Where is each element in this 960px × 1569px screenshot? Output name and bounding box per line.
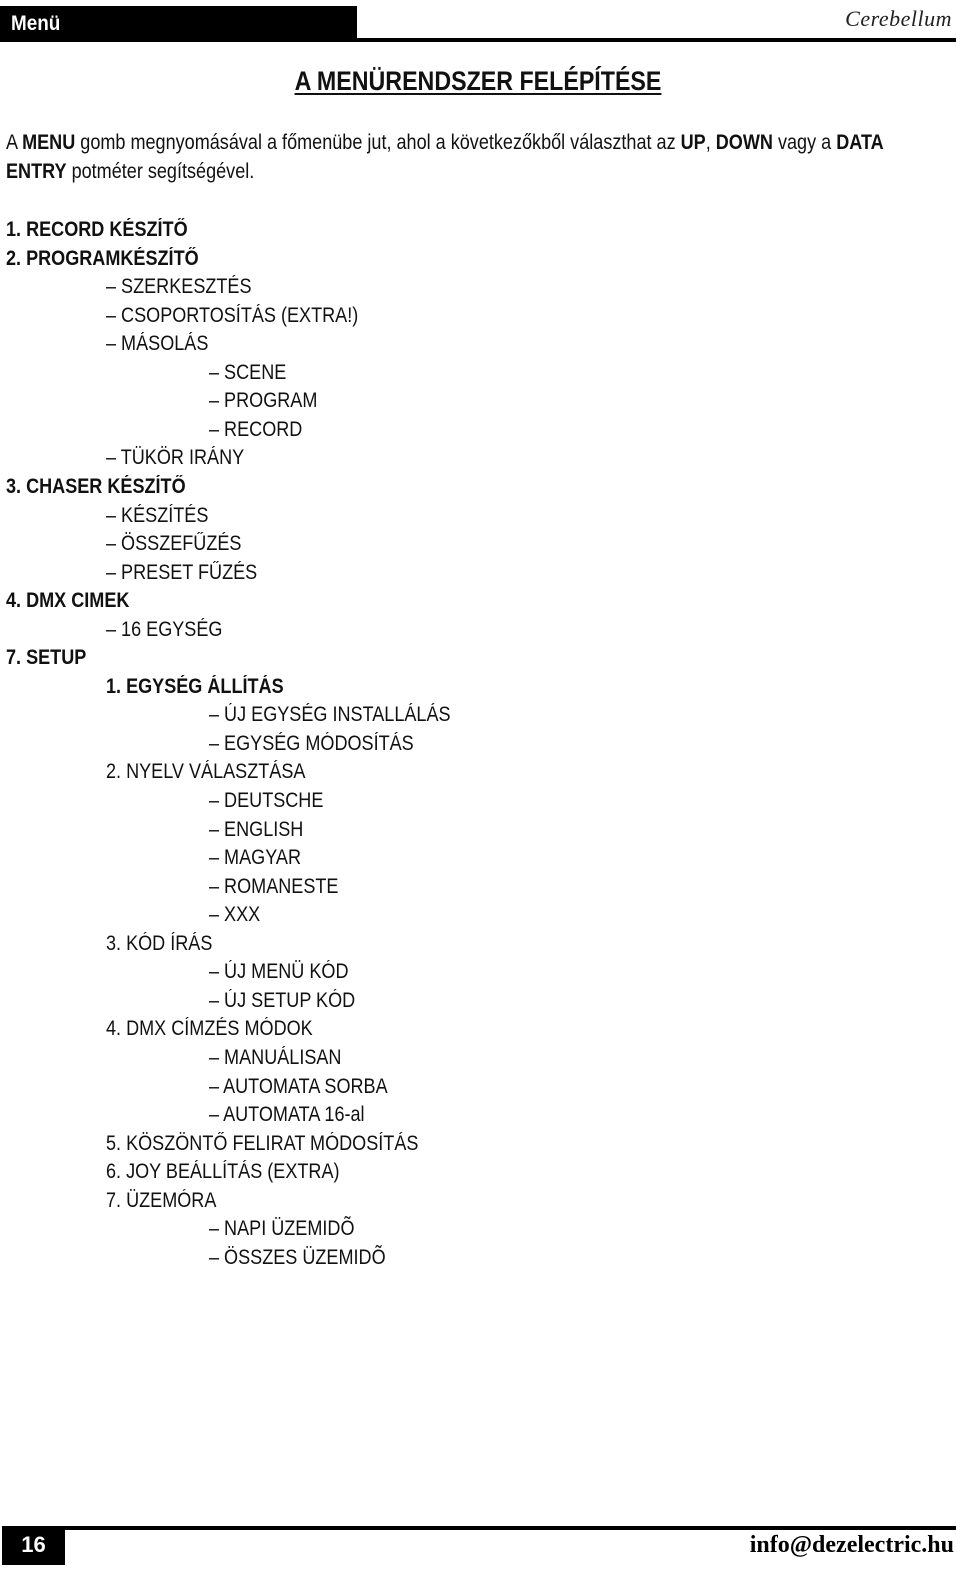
menu-item: 7. SETUP <box>6 646 87 670</box>
header-section-label: Menü <box>11 12 61 35</box>
menu-item: 4. DMX CÍMZÉS MÓDOK <box>106 1017 313 1041</box>
intro-key-up: UP <box>680 131 706 154</box>
menu-item: 4. DMX CIMEK <box>6 589 130 613</box>
intro-key-menu: MENU <box>22 131 76 154</box>
menu-item: – SZERKESZTÉS <box>106 275 252 299</box>
menu-item: – ÚJ SETUP KÓD <box>209 988 356 1012</box>
menu-item: – NAPI ÜZEMIDÕ <box>209 1217 355 1241</box>
menu-item: – 16 EGYSÉG <box>106 617 223 641</box>
menu-item: – TÜKÖR IRÁNY <box>106 446 245 470</box>
menu-item: – ÚJ MENÜ KÓD <box>209 960 349 984</box>
menu-item: 3. CHASER KÉSZÍTŐ <box>6 474 186 498</box>
menu-item: – ÖSSZES ÜZEMIDÕ <box>209 1245 386 1269</box>
menu-item: – ÚJ EGYSÉG INSTALLÁLÁS <box>209 703 451 727</box>
menu-item: 2. PROGRAMKÉSZÍTŐ <box>6 246 199 270</box>
footer-rule <box>65 1526 956 1530</box>
menu-item: – XXX <box>209 903 261 927</box>
menu-item: – AUTOMATA SORBA <box>209 1074 388 1098</box>
menu-item: 3. KÓD ÍRÁS <box>106 931 213 955</box>
menu-item: 1. RECORD KÉSZÍTŐ <box>6 218 188 241</box>
page-number-box <box>2 1526 65 1565</box>
menu-item: – ÖSSZEFŰZÉS <box>106 532 242 556</box>
menu-item: – PRESET FŰZÉS <box>106 560 258 584</box>
footer-email: info@dezelectric.hu <box>749 1532 954 1558</box>
intro-text: potméter segítségével. <box>66 160 255 183</box>
menu-item: 1. EGYSÉG ÁLLÍTÁS <box>106 674 284 698</box>
menu-item: 2. NYELV VÁLASZTÁSA <box>106 760 306 784</box>
menu-item: – PROGRAM <box>209 389 318 413</box>
intro-paragraph <box>6 128 943 186</box>
menu-item: – DEUTSCHE <box>209 789 324 812</box>
menu-item: – SCENE <box>209 360 287 384</box>
menu-item: – MAGYAR <box>209 846 301 870</box>
page-number: 16 <box>21 1532 46 1557</box>
page-title: A MENÜRENDSZER FELÉPÍTÉSE <box>294 66 662 96</box>
menu-item: – AUTOMATA 16-al <box>209 1103 365 1127</box>
menu-item: – MANUÁLISAN <box>209 1045 342 1069</box>
menu-item: – EGYSÉG MÓDOSÍTÁS <box>209 731 414 755</box>
menu-item: – ENGLISH <box>209 817 304 841</box>
intro-text: vagy a <box>772 131 837 154</box>
menu-item: – KÉSZÍTÉS <box>106 503 209 527</box>
menu-item: – RECORD <box>209 417 303 441</box>
brand-logo-text: Cerebellum <box>845 6 952 31</box>
menu-item: 6. JOY BEÁLLÍTÁS (EXTRA) <box>106 1160 340 1184</box>
menu-item: 7. ÜZEMÓRA <box>106 1188 217 1212</box>
intro-text: , <box>705 131 716 154</box>
header-section-tab <box>0 6 357 42</box>
intro-text: gomb megnyomásával a főmenübe jut, ahol a következőkből választhat az <box>75 131 681 154</box>
intro-key-down: DOWN <box>715 131 773 154</box>
menu-item: 5. KÖSZÖNTŐ FELIRAT MÓDOSÍTÁS <box>106 1131 419 1155</box>
menu-item: – CSOPORTOSÍTÁS (EXTRA!) <box>106 303 359 327</box>
intro-key-data-entry: DATA ENTRY <box>6 131 884 183</box>
menu-item: – MÁSOLÁS <box>106 332 209 356</box>
header-rule <box>357 38 956 42</box>
menu-item: – ROMANESTE <box>209 874 339 898</box>
intro-text: A <box>6 131 23 154</box>
